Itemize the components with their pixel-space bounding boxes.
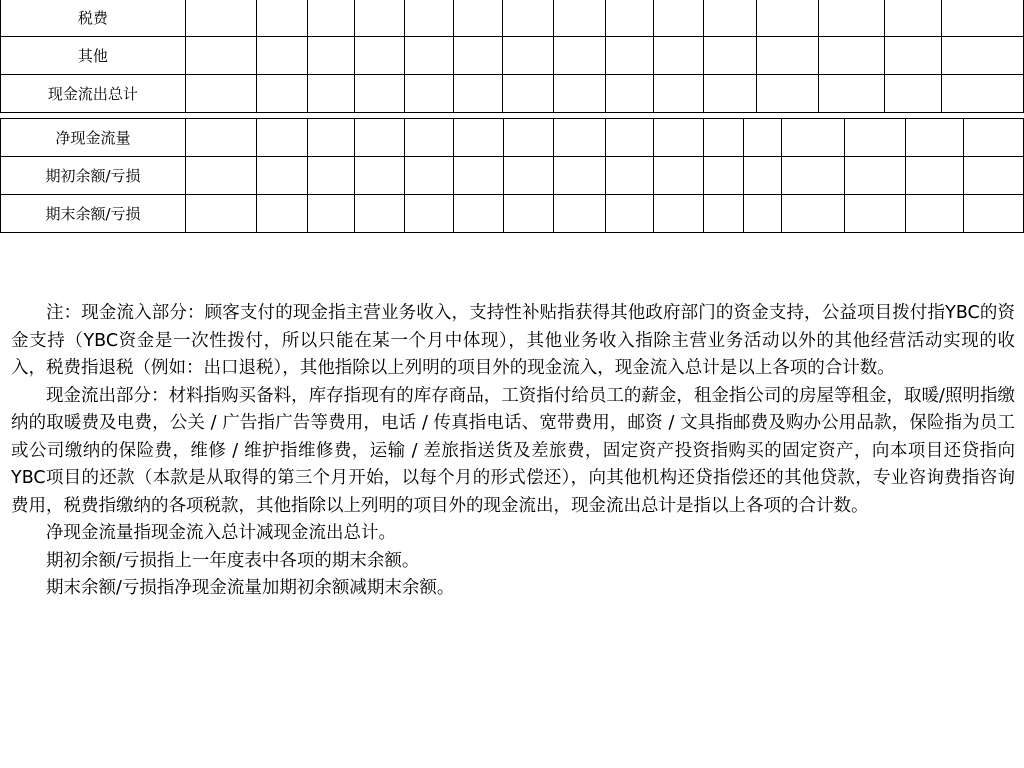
empty-cell bbox=[404, 119, 453, 157]
notes-section bbox=[11, 300, 1015, 603]
table-row bbox=[1, 157, 1024, 195]
empty-cell bbox=[744, 157, 782, 195]
empty-cell bbox=[756, 37, 819, 75]
empty-cell bbox=[256, 0, 307, 37]
note-closing-balance: 期末余额/亏损指净现金流量加期初余额减期末余额。 bbox=[46, 578, 455, 598]
empty-cell bbox=[906, 119, 964, 157]
empty-cell bbox=[553, 37, 605, 75]
empty-cell bbox=[756, 75, 819, 113]
empty-cell bbox=[186, 195, 257, 233]
empty-cell bbox=[186, 119, 257, 157]
empty-cell bbox=[185, 37, 256, 75]
note-opening-balance: 期初余额/亏损指上一年度表中各项的期末余额。 bbox=[46, 550, 420, 571]
empty-cell bbox=[744, 195, 782, 233]
empty-cell bbox=[503, 0, 553, 37]
empty-cell bbox=[454, 0, 503, 37]
empty-cell bbox=[354, 157, 404, 195]
empty-cell bbox=[906, 195, 964, 233]
row-label: 期初余额/亏损 bbox=[1, 157, 186, 195]
empty-cell bbox=[454, 37, 503, 75]
table-row bbox=[1, 119, 1024, 157]
empty-cell bbox=[654, 195, 704, 233]
empty-cell bbox=[553, 75, 605, 113]
empty-cell bbox=[308, 37, 354, 75]
empty-cell bbox=[906, 157, 964, 195]
empty-cell bbox=[782, 157, 845, 195]
empty-cell bbox=[605, 195, 653, 233]
empty-cell bbox=[503, 195, 553, 233]
empty-cell bbox=[782, 119, 845, 157]
empty-cell bbox=[454, 119, 503, 157]
empty-cell bbox=[884, 37, 942, 75]
empty-cell bbox=[782, 195, 845, 233]
empty-cell bbox=[354, 119, 404, 157]
empty-cell bbox=[654, 119, 704, 157]
empty-cell bbox=[503, 119, 553, 157]
empty-cell bbox=[257, 157, 308, 195]
empty-cell bbox=[942, 0, 1024, 37]
table-row bbox=[1, 0, 1024, 37]
cash-outflow-table bbox=[0, 0, 1024, 113]
empty-cell bbox=[257, 119, 308, 157]
empty-cell bbox=[654, 157, 704, 195]
table-row bbox=[1, 37, 1024, 75]
empty-cell bbox=[654, 75, 704, 113]
empty-cell bbox=[553, 157, 605, 195]
empty-cell bbox=[404, 195, 453, 233]
row-label: 税费 bbox=[1, 0, 186, 37]
empty-cell bbox=[605, 0, 653, 37]
empty-cell bbox=[942, 37, 1024, 75]
empty-cell bbox=[553, 119, 605, 157]
empty-cell bbox=[454, 75, 503, 113]
empty-cell bbox=[819, 37, 884, 75]
empty-cell bbox=[503, 37, 553, 75]
net-cash-flow-table bbox=[0, 118, 1024, 233]
note-cash-outflow: 现金流出部分：材料指购买备料，库存指现有的库存商品，工资指付给员工的薪金，租金指公司的房屋等租金，取暖/照明指缴纳的取暖费及电费，公关 / 广告指广告等费用，电话 / 传真指电话、宽带费用，邮资 / 文具指邮费及购办公用品款，保险指为员工或公司缴纳的保险费，维修 / 维护指维修费，运输 / 差旅指送货及差旅费，固定资产投资指购买的固定资产，向本项目还贷指向YBC项目的还款（本款是从取得的第三个月开始，以每个月的形式偿还），向其他机构还贷指偿还的其他贷款，专业咨询费指咨询费用，税费指缴纳的各项税款，其他指除以上列明的项目外的现金流出，现金流出总计是指以上各项的合计数。 bbox=[11, 385, 1015, 516]
empty-cell bbox=[185, 0, 256, 37]
table-row bbox=[1, 195, 1024, 233]
empty-cell bbox=[704, 157, 744, 195]
empty-cell bbox=[964, 195, 1024, 233]
empty-cell bbox=[942, 75, 1024, 113]
empty-cell bbox=[844, 119, 906, 157]
empty-cell bbox=[503, 75, 553, 113]
empty-cell bbox=[404, 75, 453, 113]
empty-cell bbox=[354, 37, 404, 75]
empty-cell bbox=[354, 0, 404, 37]
empty-cell bbox=[186, 157, 257, 195]
empty-cell bbox=[404, 0, 453, 37]
empty-cell bbox=[354, 75, 404, 113]
empty-cell bbox=[819, 0, 884, 37]
empty-cell bbox=[605, 157, 653, 195]
empty-cell bbox=[704, 119, 744, 157]
empty-cell bbox=[704, 195, 744, 233]
empty-cell bbox=[404, 157, 453, 195]
empty-cell bbox=[454, 195, 503, 233]
empty-cell bbox=[704, 75, 756, 113]
row-label: 净现金流量 bbox=[1, 119, 186, 157]
empty-cell bbox=[308, 195, 354, 233]
note-cash-inflow: 注：现金流入部分：顾客支付的现金指主营业务收入，支持性补贴指获得其他政府部门的资金支持，公益项目拨付指YBC的资金支持（YBC资金是一次性拨付，所以只能在某一个月中体现），其他业务收入指除主营业务活动以外的其他经营活动实现的收入，税费指退税（例如：出口退税），其他指除以上列明的项目外的现金流入，现金流入总计是以上各项的合计数。 bbox=[11, 303, 1015, 378]
empty-cell bbox=[884, 75, 942, 113]
row-label: 其他 bbox=[1, 37, 186, 75]
empty-cell bbox=[704, 37, 756, 75]
empty-cell bbox=[404, 37, 453, 75]
empty-cell bbox=[819, 75, 884, 113]
empty-cell bbox=[605, 75, 653, 113]
empty-cell bbox=[553, 0, 605, 37]
empty-cell bbox=[964, 119, 1024, 157]
empty-cell bbox=[654, 0, 704, 37]
empty-cell bbox=[704, 0, 756, 37]
empty-cell bbox=[308, 0, 354, 37]
empty-cell bbox=[308, 157, 354, 195]
empty-cell bbox=[185, 75, 256, 113]
note-net-cash-flow: 净现金流量指现金流入总计减现金流出总计。 bbox=[46, 523, 396, 543]
empty-cell bbox=[605, 119, 653, 157]
empty-cell bbox=[884, 0, 942, 37]
table-row bbox=[1, 75, 1024, 113]
empty-cell bbox=[257, 195, 308, 233]
empty-cell bbox=[256, 75, 307, 113]
empty-cell bbox=[756, 0, 819, 37]
row-label: 现金流出总计 bbox=[1, 75, 186, 113]
empty-cell bbox=[503, 157, 553, 195]
empty-cell bbox=[308, 119, 354, 157]
empty-cell bbox=[354, 195, 404, 233]
empty-cell bbox=[308, 75, 354, 113]
empty-cell bbox=[964, 157, 1024, 195]
empty-cell bbox=[844, 157, 906, 195]
row-label: 期末余额/亏损 bbox=[1, 195, 186, 233]
empty-cell bbox=[605, 37, 653, 75]
empty-cell bbox=[553, 195, 605, 233]
empty-cell bbox=[654, 37, 704, 75]
empty-cell bbox=[844, 195, 906, 233]
empty-cell bbox=[744, 119, 782, 157]
empty-cell bbox=[256, 37, 307, 75]
empty-cell bbox=[454, 157, 503, 195]
